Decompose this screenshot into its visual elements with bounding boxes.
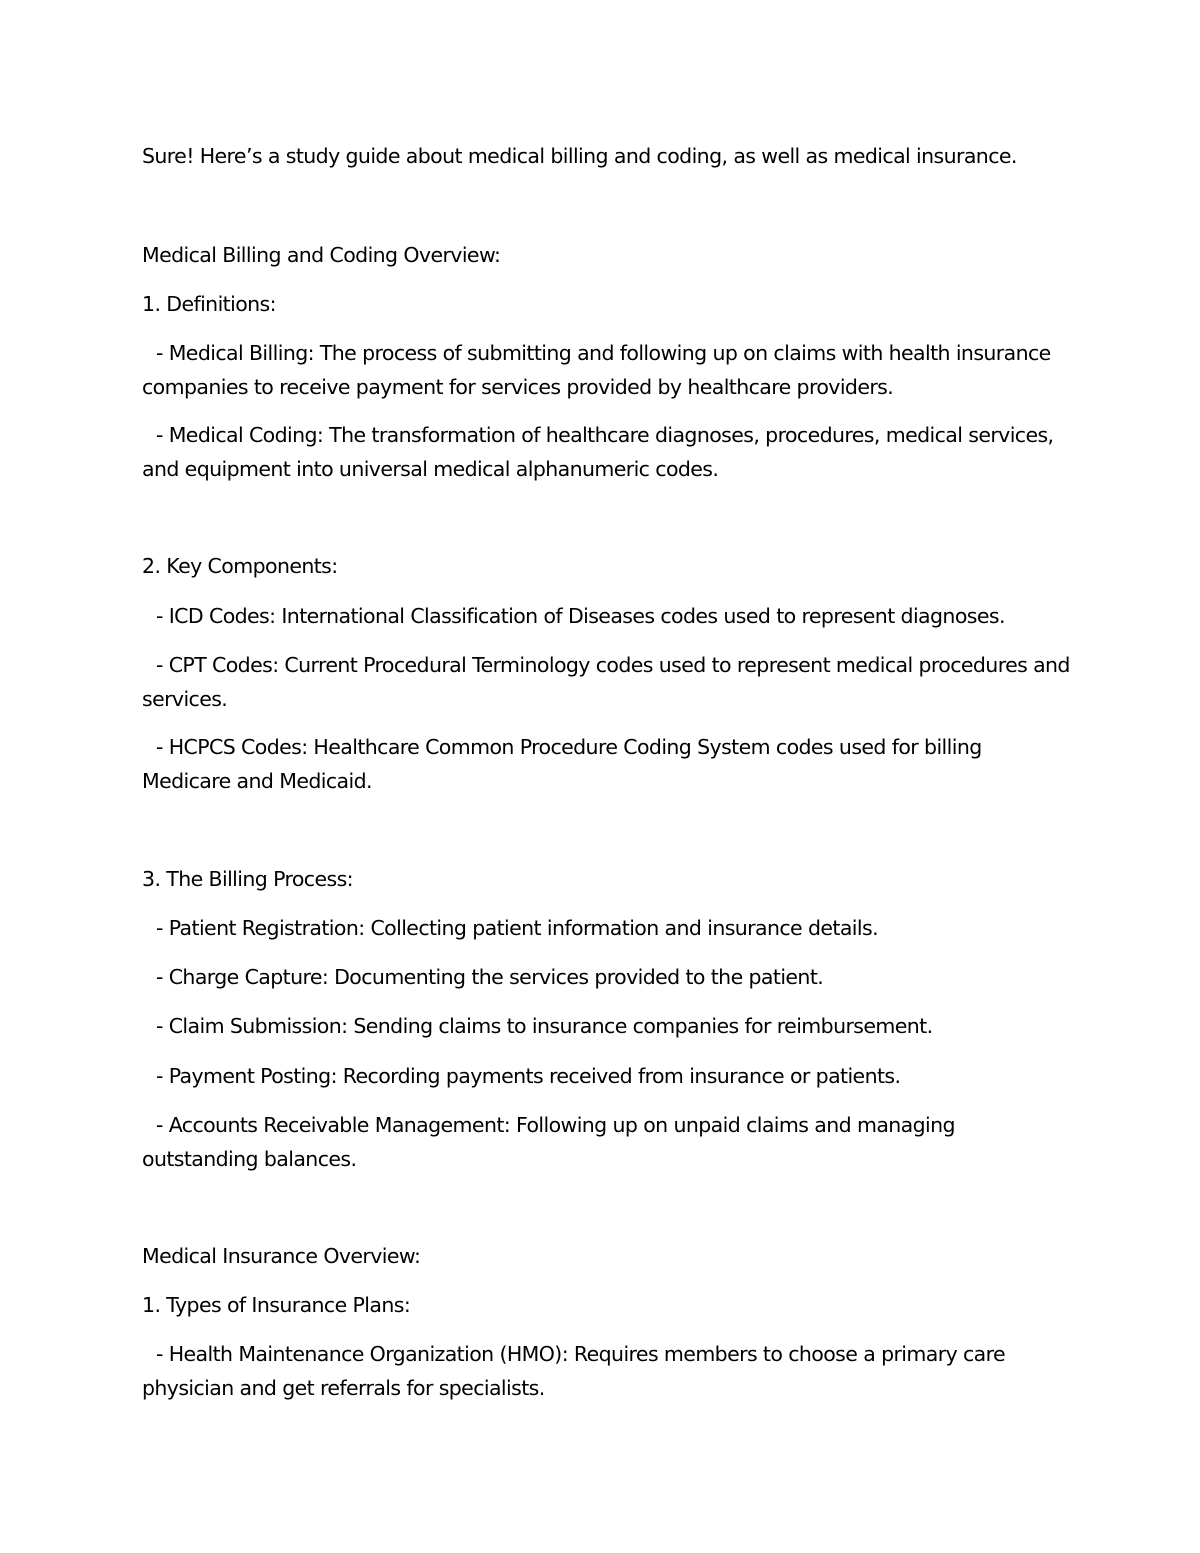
definition-medical-coding: - Medical Coding: The transformation of healthcare diagnoses, procedures, medical services, and equipment into universal medical alphanumeric codes. [142,423,1054,481]
component-icd-codes: - ICD Codes: International Classification of Diseases codes used to represent diagnoses. [156,604,1005,628]
insurance-section-heading: Medical Insurance Overview: [142,1244,421,1268]
billing-section-heading: Medical Billing and Coding Overview: [142,243,501,267]
plan-hmo: - Health Maintenance Organization (HMO): Requires members to choose a primary care physician and get referrals for specialists. [142,1342,1006,1400]
component-cpt-codes: - CPT Codes: Current Procedural Terminology codes used to represent medical procedures and services. [142,653,1070,711]
definitions-heading: 1. Definitions: [142,292,276,316]
intro-paragraph: Sure! Here’s a study guide about medical billing and coding, as well as medical insurance. [142,144,1017,168]
key-components-heading: 2. Key Components: [142,554,338,578]
process-payment-posting: - Payment Posting: Recording payments received from insurance or patients. [156,1064,901,1088]
process-patient-registration: - Patient Registration: Collecting patient information and insurance details. [156,916,878,940]
process-accounts-receivable: - Accounts Receivable Management: Following up on unpaid claims and managing outstanding balances. [142,1113,955,1171]
plan-types-heading: 1. Types of Insurance Plans: [142,1293,411,1317]
process-claim-submission: - Claim Submission: Sending claims to insurance companies for reimbursement. [156,1014,933,1038]
definition-medical-billing: - Medical Billing: The process of submitting and following up on claims with health insurance companies to receive payment for services provided by healthcare providers. [142,341,1051,399]
billing-process-heading: 3. The Billing Process: [142,867,353,891]
component-hcpcs-codes: - HCPCS Codes: Healthcare Common Procedure Coding System codes used for billing Medicare and Medicaid. [142,735,982,793]
process-charge-capture: - Charge Capture: Documenting the services provided to the patient. [156,965,824,989]
